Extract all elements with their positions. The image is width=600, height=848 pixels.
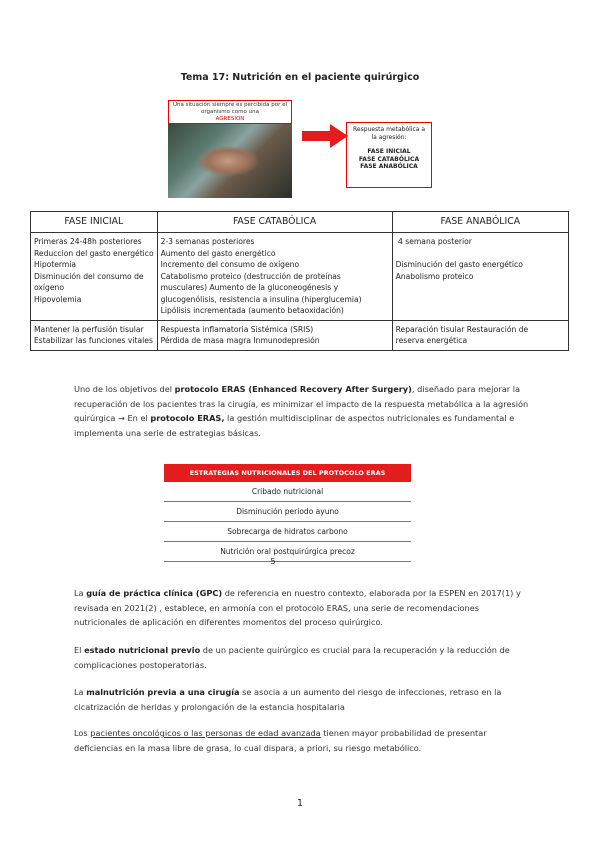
metabolic-response-box: [346, 122, 432, 188]
cell-initial: [31, 320, 158, 350]
paragraph-risk-groups: [74, 726, 534, 755]
cell-line: Catabolismo proteico (destrucción de proteínas: [160, 271, 341, 281]
header-anabolic: FASE ANABÓLICA: [392, 212, 568, 233]
cell-line: 4 semana posterior: [395, 237, 472, 246]
bold-text: protocolo ERAS (Enhanced Recovery After Surgery): [174, 384, 412, 394]
cell-line: Lipólisis incrementada (aumento betaoxidación): [160, 306, 344, 315]
page-number: 1: [296, 798, 304, 809]
cell-line: Anabolismo proteico: [395, 271, 474, 281]
bold-text: guía de práctica clínica (GPC): [86, 588, 223, 598]
header-catabolic: FASE CATABÓLICA: [157, 212, 392, 233]
meta-box-item: FASE ANABÓLICA: [360, 163, 418, 170]
meta-box-item: FASE CATABÓLICA: [358, 155, 420, 163]
meta-box-line: la agresión:: [371, 133, 407, 141]
cell-line: Hipotermia: [34, 260, 77, 269]
bold-text: estado nutricional previo: [84, 645, 201, 655]
paragraph-nutritional-state: [74, 643, 534, 672]
text: se asocia a un aumento del riesgo de infecciones, retraso en la cicatrización de heridas y prolongación de la estancia hospitalaria: [74, 687, 502, 712]
photo-caption: [168, 100, 292, 124]
header-initial: FASE INICIAL: [31, 212, 158, 233]
text: de un paciente quirúrgico es crucial para la recuperación y la reducción de complicaciones postoperatorias.: [74, 645, 510, 670]
cell-line: glucogenólisis, resistencia a insulina (hiperglucemia): [160, 294, 362, 304]
eras-table-row: Sobrecarga de hidratos carbono: [164, 522, 411, 542]
eras-table-row: Cribado nutricional: [164, 482, 411, 502]
bold-text: malnutrición previa a una cirugía: [86, 687, 240, 697]
cell-line: Disminución del gasto energético: [395, 260, 523, 269]
table-row: [31, 320, 569, 350]
table-header-row: [31, 212, 569, 233]
text: La: [74, 687, 87, 697]
eras-table-row: Nutrición oral postquirúrgica precoz: [164, 542, 411, 562]
cell-catabolic: [157, 233, 392, 321]
table-row: [31, 233, 569, 321]
eras-strategies-table: [164, 464, 411, 562]
cell-line: Primeras 24-48h posteriores: [34, 237, 142, 246]
photo-caption-line: Una situación siempre es percibida por el: [172, 102, 288, 108]
cell-line: Pérdida de masa magra Inmunodepresión: [160, 336, 320, 345]
cell-line: Reparación tisular Restauración de: [395, 324, 529, 334]
underlined-text: pacientes oncológicos o las personas de edad avanzada: [90, 728, 321, 738]
photo-caption-line: organismo como una: [201, 109, 259, 115]
text: la gestión multidisciplinar de aspectos nutricionales es fundamental e implementa una serie de estrategias básicas.: [74, 413, 515, 438]
meta-box-line: Respuesta metabólica a: [352, 126, 426, 133]
cell-line: Incremento del consumo de oxígeno: [160, 260, 300, 269]
cell-line: Hipovolemia: [34, 294, 82, 304]
cell-line: Aumento del gasto energético: [160, 248, 276, 258]
cell-anabolic: [392, 320, 568, 350]
cell-line: 2-3 semanas posteriores: [160, 237, 255, 246]
cell-line: Estabilizar las funciones vitales: [34, 336, 153, 345]
text: de referencia en nuestro contexto, elaborada por la ESPEN en 2017(1) y revisada en 2021(2) , establece, en armonía con el protocolo ERAS, una serie de recomendaciones nutricionales de aplicación en diferentes momentos del proceso quirúrgico.: [74, 588, 521, 627]
cell-anabolic: [392, 233, 568, 321]
eras-table-reference: 5: [270, 557, 276, 566]
text: tienen mayor probabilidad de presentar deficiencias en la masa libre de grasa, lo cual dispara, a priori, su riesgo metabólico.: [74, 728, 487, 753]
text: Uno de los objetivos del: [74, 384, 175, 394]
text: , diseñado para mejorar la recuperación de los pacientes tras la cirugía, es minimizar el impacto de la respuesta metabólica a la agresión quirúrgica → En el: [74, 384, 529, 423]
bold-text: protocolo ERAS,: [150, 413, 225, 423]
phase-table: [30, 211, 569, 351]
cell-line: Reduccion del gasto energético: [34, 248, 154, 258]
photo-caption-highlight: AGRESION: [215, 116, 245, 122]
text: La: [74, 588, 87, 598]
cell-line: oxígeno: [34, 283, 64, 292]
cell-spacer: [396, 248, 565, 260]
cell-line: Disminución del consumo de: [34, 271, 144, 281]
text: El: [74, 645, 85, 655]
paragraph-eras: [74, 382, 534, 440]
eras-table-row: Disminución periodo ayuno: [164, 502, 411, 522]
eras-table-header: ESTRATEGIAS NUTRICIONALES DEL PROTOCOLO ERAS: [164, 464, 411, 482]
page-title: Tema 17: Nutrición en el paciente quirúrgico: [180, 72, 420, 83]
cell-line: reserva energética: [395, 336, 468, 345]
surgery-photo: [168, 124, 292, 198]
cell-line: musculares) Aumento de la gluconeogénesis y: [160, 283, 339, 292]
cell-catabolic: [157, 320, 392, 350]
cell-initial: [31, 233, 158, 321]
paragraph-malnutrition: [74, 685, 534, 714]
cell-line: Mantener la perfusión tisular: [34, 324, 144, 334]
text: Los: [74, 728, 91, 738]
arrow-right-icon: [302, 124, 348, 148]
meta-box-item: FASE INICIAL: [367, 148, 411, 155]
paragraph-gpc: [74, 586, 534, 630]
cell-line: Respuesta inflamatoria Sistémica (SRIS): [160, 324, 314, 334]
